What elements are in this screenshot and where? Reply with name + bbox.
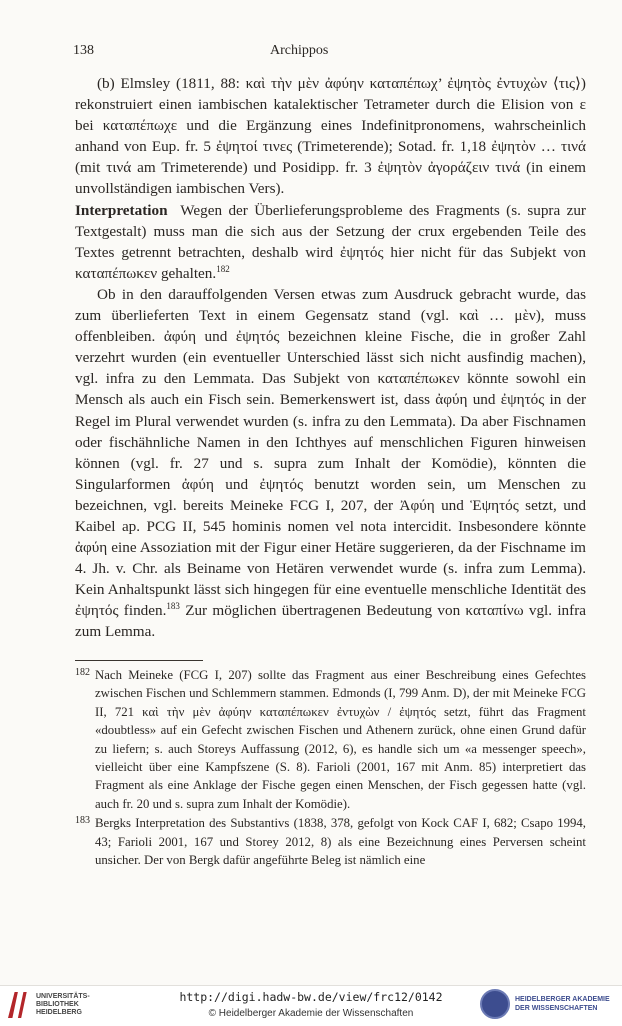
main-text: [75, 73, 586, 643]
discussion-text: Ob in den darauffolgenden Versen etwas zum Ausdruck gebracht wurde, das zum überlieferten Text in einem Gegensatz stand (vgl. καὶ … μὲν), muss offenbleiben. ἀφύη und ἐψητός bezeichnen kleine Fische, die in großer Zahl verzehrt wurden (ein eventueller Unterschied lässt sich nicht ausfindig machen), vgl. infra zu den Lemmata. Das Subjekt von καταπέπωκεν könnte sowohl ein Mensch als auch ein Fisch sein. Bemerkenswert ist, dass ἀφύη und ἐψητός in der Regel im Plural verwendet wurden (s. infra zu den Lemmata). Da aber Fischnamen oder fischähnliche Namen in den Ichthyes auf menschlichen Figuren hinweisen können (vgl. fr. 27 und s. supra zum Inhalt der Komödie), könnten die Singularformen ἀφύη und ἐψητός benutzt worden sein, um Menschen zu bezeichnen, vgl. bereits Meineke FCG I, 207, der Ἀφύη und Ἑψητός setzt, und Kaibel ap. PCG II, 545 hominis nomen vel nota intercidit. Insbesondere könnte ἀφύη eine Assoziation mit der Figur einer Hetäre suggerieren, da der Fischname im 4. Jh. v. Chr. als Beiname von Hetären verwendet wurde (s. infra zum Lemma). Kein Anhaltspunkt lässt sich hingegen für eine eventuelle menschliche Identität des ἐψητός finden.: [75, 285, 586, 620]
footnote-ref-183[interactable]: 183: [166, 601, 180, 612]
footnote-separator: [75, 660, 203, 661]
copyright-notice: © Heidelberger Akademie der Wissenschaften: [208, 1008, 414, 1019]
paragraph-discussion: [75, 284, 586, 643]
footnote-number: 182: [75, 667, 90, 678]
footnote-182: [75, 666, 586, 813]
paragraph-elmsley: (b) Elmsley (1811, 88: καὶ τὴν μὲν ἀφύην καταπέπωχ’ ἐψητὸς ἐντυχὼν ⟨τις⟩) rekonstruiert einen iambischen katalektischer Tetrameter durch die Elision von ε bei καταπέπωχε und die Ergänzung eines Indefinitpronomens, wahrscheinlich anhand von Eup. fr. 5 ἐψητοί τινες (Trimeterende); Sotad. fr. 1,18 ἐψητὸν … τινά (mit τινά am Trimeterende) und Posidipp. fr. 3 ἐψητὸν ἀγοράζειν τινά (in einem unvollständigen iambischen Vers).: [75, 75, 586, 198]
footnote-183: [75, 814, 586, 869]
source-url[interactable]: http://digi.hadw-bw.de/view/frc12/0142: [179, 990, 443, 1004]
running-title: Archippos: [270, 43, 329, 58]
academy-logo[interactable]: [480, 989, 615, 1019]
footnotes: [75, 666, 586, 870]
footnote-text: Bergks Interpretation des Substantivs (1838, 378, gefolgt von Kock CAF I, 682; Csapo 1994, 43; Farioli 2001, 167 und Storey 2012, 8) als eine Bezeichnung eines Perversen scheint unsicher. Der von Bergk dafür angeführte Beleg ist nämlich eine: [95, 816, 586, 868]
academy-logo-text: HEIDELBERGER AKADEMIE DER WISSENSCHAFTEN: [515, 996, 610, 1012]
discussion-tail: Zur möglichen übertragenen Bedeutung von καταπίνω vgl. infra zum Lemma.: [75, 602, 586, 641]
page-number: 138: [73, 43, 94, 58]
section-heading-interpretation: Interpretation: [75, 201, 168, 219]
footnote-ref-182[interactable]: 182: [216, 263, 230, 274]
library-logo-text: UNIVERSITÄTS- BIBLIOTHEK HEIDELBERG: [36, 993, 90, 1016]
academy-seal-icon: [480, 989, 510, 1019]
footnote-text: Nach Meineke (FCG I, 207) sollte das Fragment aus einer Beschreibung eines Gefechtes zwischen Fischen und Schlemmern stammen. Edmonds (I, 799 Anm. D), der mit Meineke FCG II, 721 καὶ τὴν μὲν ἀφύην καταπέπωκεν ἐντυχὼν / ἐψητός setzt, führt das Fragment «doubtless» auf ein Gefecht zwischen Fischen und Athenern zurück, ohne einen Grund dafür zu liefern; s. auch Storeys Auffassung (2012, 6), es handle sich um «a messenger speech», vielleicht über eine Kampfszene (S. 8). Farioli (2001, 167 mit Anm. 85) interpretiert das Fragment als eine Anklage der Fische gegen einen Menschen, der Fisch gegessen hatte (vgl. auch fr. 20 und s. supra zum Inhalt der Komödie).: [95, 668, 586, 811]
paragraph-interpretation: [75, 200, 586, 284]
footnote-number: 183: [75, 815, 90, 827]
interpretation-text: Wegen der Überlieferungsprobleme des Fragments (s. supra zur Textgestalt) muss man die sich aus der Setzung der crux ergebenden Teile des Textes getrennt betrachten, deshalb wird ἐψητός hier nicht für das Subjekt von καταπέπωκεν gehalten.: [75, 201, 586, 282]
